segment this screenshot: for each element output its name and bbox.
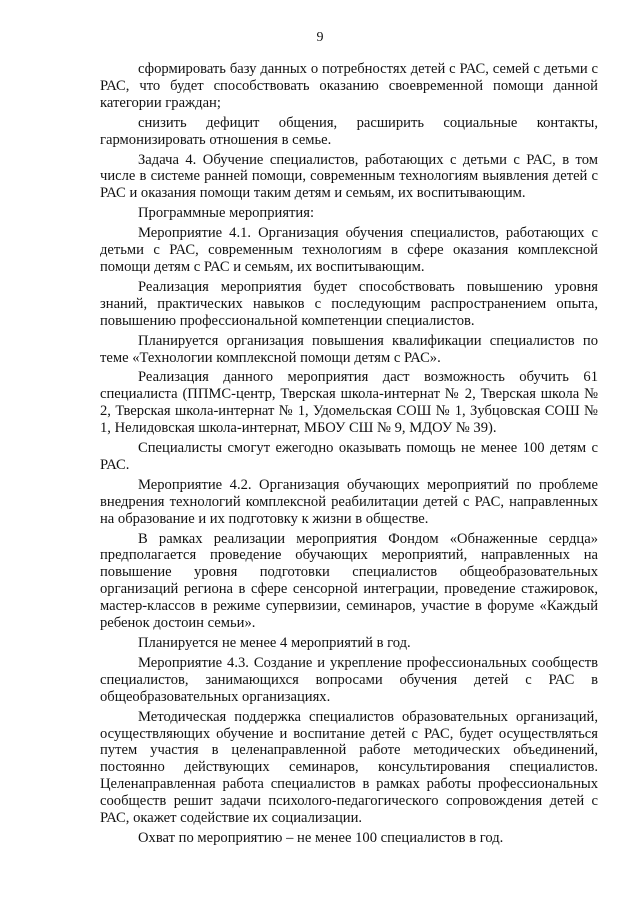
- paragraph-task-4: Задача 4. Обучение специалистов, работающих с детьми с РАС, в том числе в системе ранней помощи, современным технологиям выявления детей с РАС и оказания помощи таким детям и семьям, их воспитывающим.: [100, 151, 598, 202]
- paragraph-communication: снизить дефицит общения, расширить социальные контакты, гармонизировать отношения в семье.: [100, 114, 598, 148]
- paragraph-specialists-list: Реализация данного мероприятия даст возможность обучить 61 специалиста (ППМС-центр, Тверская школа-интернат № 2, Тверская школа № 2, Тверская школа-интернат № 1, Удомельская СОШ № 1, Зубцовская СОШ № 1, Нелидовская школа-интернат, МБОУ СШ № 9, МДОУ № 39).: [100, 369, 598, 437]
- paragraph-activity-4-1: Мероприятие 4.1. Организация обучения специалистов, работающих с детьми с РАС, современным технологиям в сфере оказания комплексной помощи детям с РАС и семьям, их воспитывающим.: [100, 225, 598, 275]
- page-number: 9: [316, 30, 324, 45]
- paragraph-activity-4-3: Мероприятие 4.3. Создание и укрепление профессиональных сообществ специалистов, занимающихся вопросами обучения детей с РАС в общеобразовательных организациях.: [100, 654, 598, 705]
- paragraph-coverage: Охват по мероприятию – не менее 100 специалистов в год.: [138, 829, 504, 846]
- paragraph-activity-4-2: Мероприятие 4.2. Организация обучающих мероприятий по проблеме внедрения технологий комплексной реабилитации детей с РАС, направленных на образование и их подготовку к жизни в обществе.: [100, 476, 598, 527]
- document-body: [100, 61, 598, 850]
- paragraph-program-activities: Программные мероприятия:: [138, 205, 314, 222]
- paragraph-fund-activities: В рамках реализации мероприятия Фондом «Обнаженные сердца» предполагается проведение обучающих мероприятий, направленных на повышение уровня подготовки специалистов общеобразовательных организаций региона в сфере сенсорной интеграции, проведение стажировок, мастер-классов в режиме супервизии, семинаров, участие в форуме «Каждый ребенок достоин семьи».: [100, 530, 598, 632]
- paragraph-training-plan: Планируется организация повышения квалификации специалистов по теме «Технологии комплексной помощи детям с РАС».: [100, 332, 598, 366]
- paragraph-yearly-help: Специалисты смогут ежегодно оказывать помощь не менее 100 детям с РАС.: [100, 440, 598, 473]
- paragraph-activity-4-1-effect: Реализация мероприятия будет способствовать повышению уровня знаний, практических навыков с последующим распространением опыта, повышению профессиональной компетенции специалистов.: [100, 278, 598, 329]
- paragraph-events-per-year: Планируется не менее 4 мероприятий в год.: [138, 635, 411, 651]
- paragraph-database: сформировать базу данных о потребностях детей с РАС, семей с детьми с РАС, что будет способствовать оказанию своевременной помощи данной категории граждан;: [100, 61, 598, 111]
- paragraph-methodical-support: Методическая поддержка специалистов образовательных организаций, осуществляющих обучение и воспитание детей с РАС, будет осуществляться путем участия в целенаправленной работе методических объединений, постоянно действующих семинаров, консультирования специалистов. Целенаправленная работа специалистов в рамках работы профессиональных сообществ решит задачи психолого-педагогического сопровождения детей с РАС, окажет содействие их социализации.: [100, 708, 598, 827]
